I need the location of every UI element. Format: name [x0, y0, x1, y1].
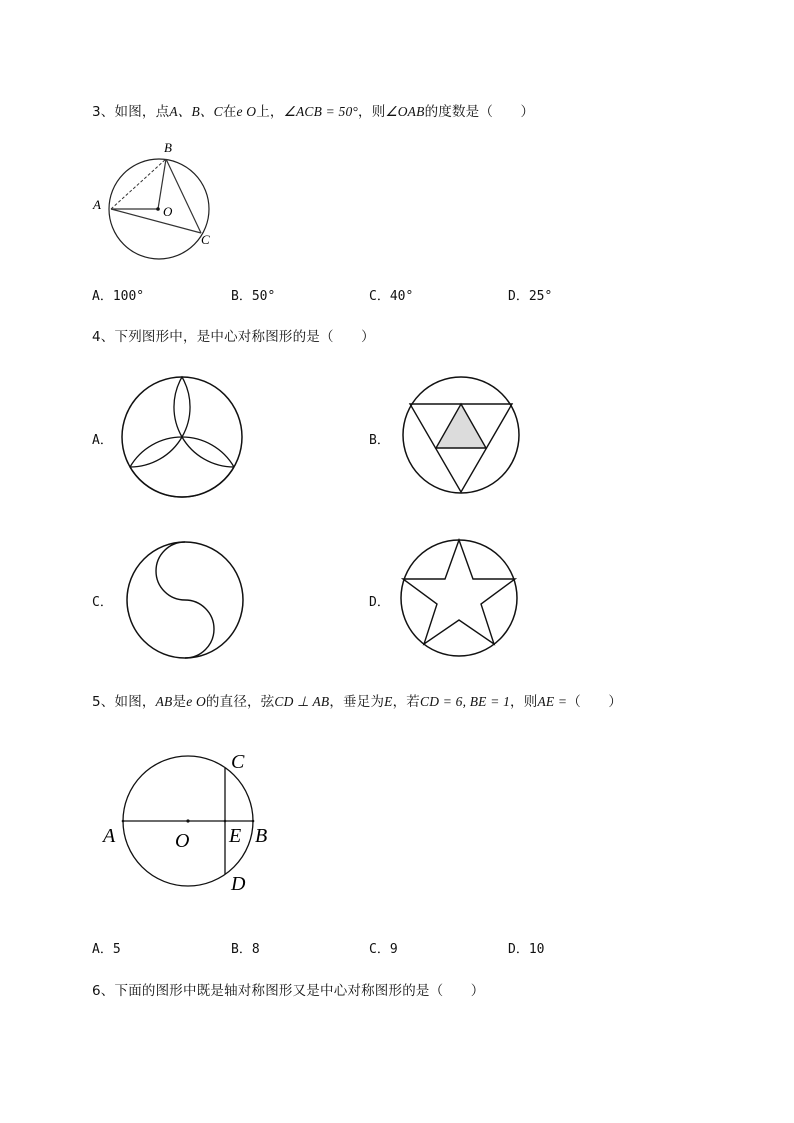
q5-circle: e O: [186, 694, 206, 709]
q5-label-b: B: [255, 825, 268, 847]
q3-option-d: D．25°: [508, 289, 553, 304]
q4-option-d-label: D．: [369, 595, 390, 610]
q3-option-b: B．50°: [231, 289, 276, 304]
q3-figure: [90, 138, 220, 258]
q4-option-a-label: A．: [92, 433, 113, 448]
q5-label-o: O: [175, 830, 190, 852]
q5-figure: [100, 745, 280, 895]
question-3-stem: [92, 100, 534, 120]
q5-text-d: ，若: [392, 694, 421, 710]
q5-label-e: E: [229, 825, 242, 847]
q3-label-a: A: [93, 197, 101, 212]
q5-label-c: C: [231, 751, 245, 773]
question-5-stem: [92, 690, 622, 710]
q3-text-e: 的度数是（ ）: [424, 104, 535, 120]
q3-circle: e O: [236, 104, 257, 119]
q3-label-b: B: [164, 140, 172, 155]
q5-e: E: [384, 694, 393, 709]
q5-option-a: A．5: [92, 942, 121, 957]
question-4-stem: 4、下列图形中，是中心对称图形的是（ ）: [92, 329, 375, 345]
q5-option-d: D．10: [508, 942, 545, 957]
q5-text-e: ，则: [510, 694, 538, 710]
q3-target: ∠OAB: [385, 104, 425, 119]
q3-points: A、B、C: [169, 104, 223, 119]
q5-text-b: 的直径，弦: [205, 694, 275, 710]
q3-option-a: A．100°: [92, 289, 145, 304]
q3-label-o: O: [163, 204, 173, 219]
q3-angle: ∠ACB = 50°: [283, 104, 358, 119]
q5-text-f: （ ）: [567, 694, 623, 710]
q5-label-a: A: [103, 825, 116, 847]
q4-figure-c: [124, 540, 248, 664]
q4-option-b-label: B．: [369, 433, 390, 448]
q5-target: AE =: [537, 694, 568, 709]
q5-option-b: B．8: [231, 942, 260, 957]
q5-ab: AB: [155, 694, 173, 709]
q5-number: 5、如图，: [92, 694, 156, 710]
q5-perp: CD ⊥ AB: [274, 694, 330, 709]
q3-number: 3、: [92, 104, 115, 120]
q3-text-a: 如图，点: [114, 104, 170, 120]
question-6-stem: 6、下面的图形中既是轴对称图形又是中心对称图形的是（ ）: [92, 983, 485, 999]
q3-text-b: 在: [222, 104, 237, 120]
q4-figure-d: [398, 538, 522, 662]
q5-label-d: D: [231, 873, 246, 895]
q5-cond: CD = 6, BE = 1: [420, 694, 511, 709]
q5-text-c: ，垂足为: [329, 694, 385, 710]
q3-option-c: C．40°: [369, 289, 414, 304]
q3-label-c: C: [201, 232, 210, 247]
q4-figure-a: [120, 375, 244, 499]
q3-text-c: 上，: [256, 104, 284, 120]
q5-text-a: 是: [172, 694, 187, 710]
q4-option-c-label: C．: [92, 595, 113, 610]
q5-option-c: C．9: [369, 942, 398, 957]
q4-figure-b: [400, 374, 524, 498]
q3-text-d: ，则: [358, 104, 386, 120]
